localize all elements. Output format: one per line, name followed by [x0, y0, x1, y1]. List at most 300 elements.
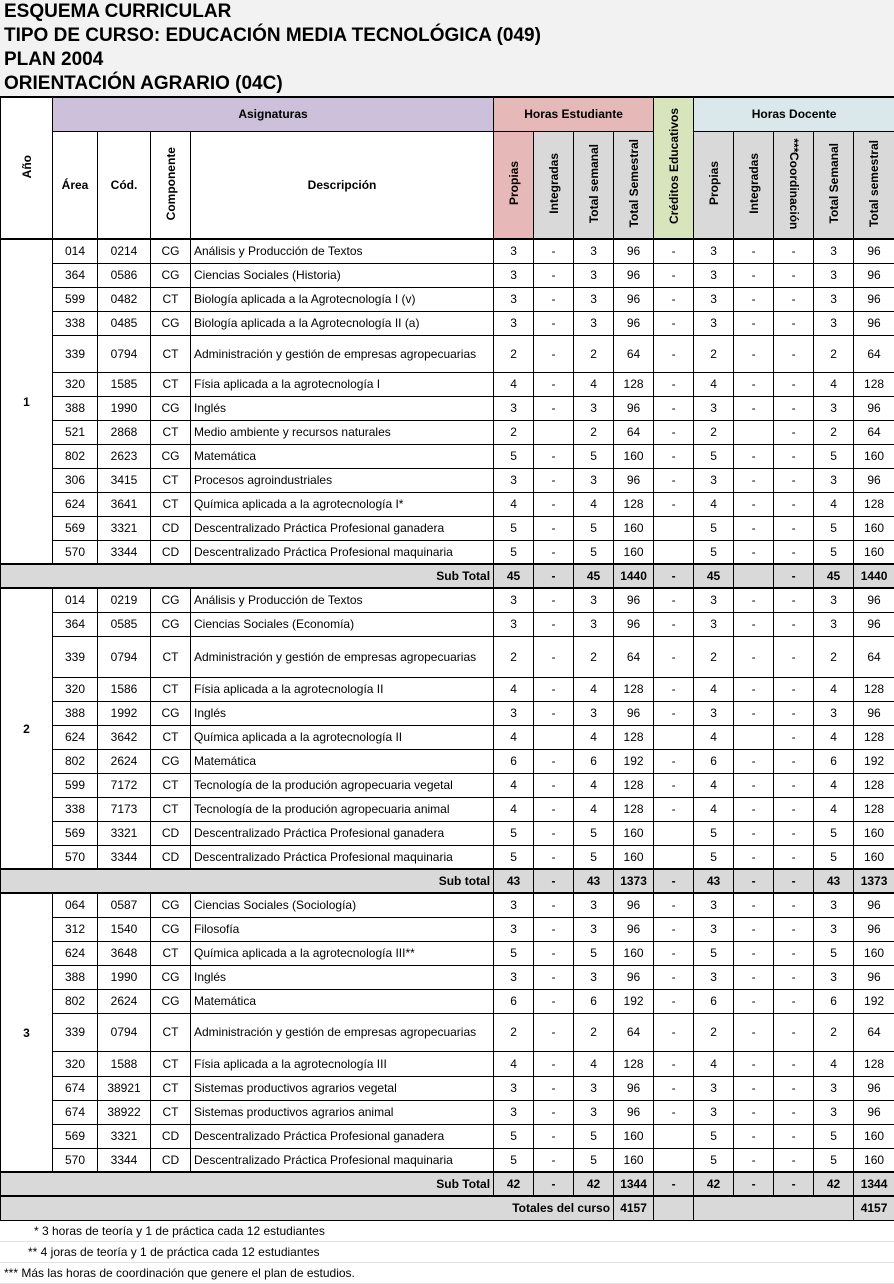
- semester-total-cell: 128: [614, 797, 654, 821]
- integrated-cell: -: [534, 516, 574, 540]
- own-cell: 3: [494, 287, 534, 311]
- table-row: [1, 516, 894, 540]
- plan-label: PLAN 2004: [0, 48, 894, 72]
- t-own-cell: 5: [694, 540, 734, 564]
- semester-total-cell: 160: [614, 1124, 654, 1148]
- t-integrated-cell: -: [734, 492, 774, 516]
- description-cell: Físia aplicada a la agrotecnología III: [191, 1051, 494, 1076]
- t-integrated-cell: -: [734, 287, 774, 311]
- footnote-3: *** Más las horas de coordinación que genere el plan de estudios.: [0, 1263, 894, 1284]
- integrated-cell: -: [534, 1013, 574, 1051]
- code-cell: 1990: [98, 396, 151, 420]
- t-integrated-cell: -: [734, 821, 774, 845]
- t-integrated-cell: -: [734, 239, 774, 263]
- credits-cell: -: [654, 917, 694, 941]
- t-own-cell: 3: [694, 239, 734, 263]
- code-cell: 3344: [98, 1148, 151, 1172]
- credits-cell: -: [654, 420, 694, 444]
- code-cell: 2624: [98, 749, 151, 773]
- footnote-2: ** 4 joras de teoría y 1 de práctica cada 12 estudiantes: [0, 1242, 894, 1263]
- t-coordination-cell: -: [774, 396, 814, 420]
- component-cell: CG: [151, 917, 191, 941]
- weekly-total-cell: 3: [574, 612, 614, 636]
- own-cell: 2: [494, 335, 534, 372]
- orientation-label: ORIENTACIÓN AGRARIO (04C): [0, 72, 894, 96]
- t-weekly-total-subtotal: 45: [814, 564, 854, 588]
- t-own-cell: 3: [694, 287, 734, 311]
- t-semester-total-cell: 64: [854, 1013, 894, 1051]
- area-cell: 802: [53, 749, 98, 773]
- description-cell: Descentralizado Práctica Profesional ganadera: [191, 821, 494, 845]
- integrated-cell: [534, 420, 574, 444]
- table-row: [1, 239, 894, 263]
- credits-subtotal: -: [654, 1172, 694, 1196]
- t-own-subtotal: 45: [694, 564, 734, 588]
- t-integrated-cell: -: [734, 893, 774, 917]
- area-cell: 320: [53, 677, 98, 701]
- description-cell: Ciencias Sociales (Sociología): [191, 893, 494, 917]
- table-row: [1, 821, 894, 845]
- t-weekly-total-cell: 5: [814, 845, 854, 869]
- student-hours-header: Horas Estudiante: [494, 97, 654, 131]
- t-own-cell: 2: [694, 1013, 734, 1051]
- credits-cell: -: [654, 239, 694, 263]
- t-semester-total-cell: 192: [854, 749, 894, 773]
- own-cell: 3: [494, 612, 534, 636]
- t-coordination-cell: -: [774, 588, 814, 612]
- t-coordination-cell: -: [774, 540, 814, 564]
- semester-total-cell: 160: [614, 821, 654, 845]
- t-weekly-total-cell: 4: [814, 797, 854, 821]
- t-semester-total-cell: 128: [854, 372, 894, 396]
- area-cell: 388: [53, 396, 98, 420]
- weekly-total-cell: 3: [574, 893, 614, 917]
- t-own-cell: 3: [694, 917, 734, 941]
- t-semester-total-cell: 96: [854, 701, 894, 725]
- weekly-total-cell: 5: [574, 941, 614, 965]
- t-semester-total-cell: 96: [854, 917, 894, 941]
- area-cell: 674: [53, 1100, 98, 1124]
- semester-total-cell: 64: [614, 1013, 654, 1051]
- t-weekly-total-subtotal: 43: [814, 869, 854, 893]
- t-coordination-cell: -: [774, 1051, 814, 1076]
- own-cell: 5: [494, 1124, 534, 1148]
- integrated-cell: -: [534, 263, 574, 287]
- t-semester-total-cell: 128: [854, 677, 894, 701]
- semester-total-cell: 96: [614, 263, 654, 287]
- t-own-cell: 3: [694, 965, 734, 989]
- description-cell: Descentralizado Práctica Profesional maquinaria: [191, 1148, 494, 1172]
- component-cell: CT: [151, 420, 191, 444]
- t-integrated-cell: -: [734, 396, 774, 420]
- integrated-cell: -: [534, 845, 574, 869]
- component-cell: CD: [151, 821, 191, 845]
- component-cell: CT: [151, 372, 191, 396]
- own-cell: 3: [494, 917, 534, 941]
- credits-cell: [654, 1148, 694, 1172]
- credits-total-blank: [654, 1196, 694, 1220]
- t-coordination-cell: -: [774, 725, 814, 749]
- description-cell: Ciencias Sociales (Economía): [191, 612, 494, 636]
- weekly-total-cell: 5: [574, 1148, 614, 1172]
- own-cell: 3: [494, 588, 534, 612]
- t-own-cell: 3: [694, 1100, 734, 1124]
- weekly-total-cell: 4: [574, 797, 614, 821]
- own-cell: 4: [494, 773, 534, 797]
- t-integrated-cell: -: [734, 797, 774, 821]
- own-cell: 3: [494, 311, 534, 335]
- weekly-total-cell: 2: [574, 636, 614, 677]
- credits-cell: [654, 516, 694, 540]
- credits-cell: -: [654, 1100, 694, 1124]
- integrated-cell: -: [534, 396, 574, 420]
- t-coordination-cell: -: [774, 263, 814, 287]
- t-integrated-cell: -: [734, 677, 774, 701]
- t-coordination-cell: -: [774, 749, 814, 773]
- semester-total-cell: 96: [614, 917, 654, 941]
- t-semester-total-cell: 64: [854, 636, 894, 677]
- t-integrated-cell: -: [734, 1148, 774, 1172]
- area-cell: 388: [53, 965, 98, 989]
- own-cell: 5: [494, 516, 534, 540]
- t-integrated-subtotal: -: [734, 869, 774, 893]
- integrated-cell: -: [534, 588, 574, 612]
- semester-total-cell: 64: [614, 636, 654, 677]
- integrated-cell: -: [534, 677, 574, 701]
- t-integrated-cell: -: [734, 516, 774, 540]
- integrated-cell: -: [534, 965, 574, 989]
- description-cell: Química aplicada a la agrotecnología I*: [191, 492, 494, 516]
- table-row: [1, 263, 894, 287]
- code-cell: 0485: [98, 311, 151, 335]
- integrated-cell: -: [534, 1076, 574, 1100]
- area-cell: 064: [53, 893, 98, 917]
- code-cell: 3642: [98, 725, 151, 749]
- semester-total-cell: 96: [614, 701, 654, 725]
- credits-cell: -: [654, 1013, 694, 1051]
- teacher-total-gap: [694, 1196, 854, 1220]
- t-semester-total-cell: 96: [854, 612, 894, 636]
- code-header: Cód.: [98, 131, 151, 239]
- t-integrated-cell: -: [734, 335, 774, 372]
- own-cell: 4: [494, 725, 534, 749]
- semester-total-cell: 96: [614, 1076, 654, 1100]
- semester-total-cell: 160: [614, 845, 654, 869]
- teacher-own-header: Propias: [694, 131, 734, 239]
- component-cell: CD: [151, 540, 191, 564]
- weekly-total-subtotal: 45: [574, 564, 614, 588]
- integrated-cell: -: [534, 821, 574, 845]
- code-cell: 1990: [98, 965, 151, 989]
- description-cell: Inglés: [191, 701, 494, 725]
- semester-total-cell: 96: [614, 239, 654, 263]
- area-cell: 364: [53, 263, 98, 287]
- table-row: [1, 677, 894, 701]
- credits-cell: -: [654, 468, 694, 492]
- table-row: [1, 725, 894, 749]
- footnote-1: * 3 horas de teoría y 1 de práctica cada 12 estudiantes: [0, 1221, 894, 1242]
- integrated-subtotal: -: [534, 564, 574, 588]
- own-subtotal: 42: [494, 1172, 534, 1196]
- component-cell: CG: [151, 263, 191, 287]
- area-cell: 320: [53, 1051, 98, 1076]
- t-weekly-total-subtotal: 42: [814, 1172, 854, 1196]
- t-weekly-total-cell: 5: [814, 821, 854, 845]
- subtotal-label: Sub total: [1, 869, 494, 893]
- t-own-cell: 3: [694, 612, 734, 636]
- own-cell: 4: [494, 797, 534, 821]
- table-row: [1, 845, 894, 869]
- t-own-cell: 5: [694, 1124, 734, 1148]
- own-cell: 4: [494, 677, 534, 701]
- t-coordination-cell: -: [774, 444, 814, 468]
- area-cell: 599: [53, 287, 98, 311]
- description-cell: Tecnología de la produción agropecuaria animal: [191, 797, 494, 821]
- t-weekly-total-cell: 3: [814, 287, 854, 311]
- weekly-total-cell: 4: [574, 677, 614, 701]
- semester-total-cell: 96: [614, 893, 654, 917]
- t-integrated-cell: -: [734, 1076, 774, 1100]
- code-cell: 1585: [98, 372, 151, 396]
- t-coordination-cell: -: [774, 492, 814, 516]
- table-row: [1, 989, 894, 1013]
- area-cell: 338: [53, 797, 98, 821]
- integrated-cell: -: [534, 1051, 574, 1076]
- credits-cell: -: [654, 1051, 694, 1076]
- totals-label: Totales del curso: [1, 1196, 614, 1220]
- t-integrated-cell: -: [734, 636, 774, 677]
- table-row: [1, 917, 894, 941]
- code-cell: 3321: [98, 1124, 151, 1148]
- component-cell: CT: [151, 941, 191, 965]
- t-integrated-cell: -: [734, 263, 774, 287]
- description-cell: Biología aplicada a la Agrotecnología I (v): [191, 287, 494, 311]
- code-cell: 2868: [98, 420, 151, 444]
- year-header: Año: [1, 97, 53, 239]
- component-cell: CG: [151, 749, 191, 773]
- semester-total-cell: 96: [614, 612, 654, 636]
- student-total-value: 4157: [614, 1196, 654, 1220]
- table-row: [1, 701, 894, 725]
- t-coordination-cell: -: [774, 239, 814, 263]
- integrated-cell: -: [534, 612, 574, 636]
- own-cell: 6: [494, 989, 534, 1013]
- subtotal-row: [1, 564, 894, 588]
- description-cell: Físia aplicada a la agrotecnología I: [191, 372, 494, 396]
- area-cell: 320: [53, 372, 98, 396]
- table-row: [1, 893, 894, 917]
- component-cell: CG: [151, 612, 191, 636]
- t-coordination-subtotal: -: [774, 869, 814, 893]
- description-cell: Descentralizado Práctica Profesional ganadera: [191, 516, 494, 540]
- semester-total-cell: 192: [614, 749, 654, 773]
- weekly-total-cell: 6: [574, 989, 614, 1013]
- code-cell: 1540: [98, 917, 151, 941]
- subjects-header: Asignaturas: [53, 97, 494, 131]
- table-row: [1, 335, 894, 372]
- t-coordination-cell: -: [774, 516, 814, 540]
- t-coordination-cell: -: [774, 1013, 814, 1051]
- credits-cell: -: [654, 701, 694, 725]
- area-cell: 339: [53, 636, 98, 677]
- description-cell: Físia aplicada a la agrotecnología II: [191, 677, 494, 701]
- credits-cell: -: [654, 893, 694, 917]
- code-cell: 3641: [98, 492, 151, 516]
- t-semester-total-cell: 96: [854, 965, 894, 989]
- description-cell: Inglés: [191, 965, 494, 989]
- t-integrated-cell: -: [734, 540, 774, 564]
- description-cell: Tecnología de la produción agropecuaria vegetal: [191, 773, 494, 797]
- own-cell: 5: [494, 540, 534, 564]
- credits-cell: -: [654, 396, 694, 420]
- semester-total-header: Total Semestral: [614, 131, 654, 239]
- credits-cell: [654, 1124, 694, 1148]
- t-semester-total-cell: 160: [854, 444, 894, 468]
- credits-cell: -: [654, 797, 694, 821]
- teacher-weekly-total-header: Total Semanal: [814, 131, 854, 239]
- weekly-total-cell: 5: [574, 821, 614, 845]
- t-integrated-cell: -: [734, 965, 774, 989]
- integrated-cell: -: [534, 1148, 574, 1172]
- t-own-cell: 6: [694, 989, 734, 1013]
- table-row: [1, 749, 894, 773]
- integrated-cell: -: [534, 797, 574, 821]
- own-cell: 3: [494, 701, 534, 725]
- t-coordination-cell: -: [774, 287, 814, 311]
- t-weekly-total-cell: 4: [814, 492, 854, 516]
- teacher-total-value: 4157: [854, 1196, 894, 1220]
- own-cell: 3: [494, 893, 534, 917]
- weekly-total-cell: 3: [574, 239, 614, 263]
- semester-total-cell: 128: [614, 677, 654, 701]
- document-title: ESQUEMA CURRICULAR: [0, 0, 894, 24]
- semester-total-cell: 128: [614, 492, 654, 516]
- credits-cell: -: [654, 335, 694, 372]
- component-cell: CG: [151, 965, 191, 989]
- semester-total-cell: 160: [614, 1148, 654, 1172]
- t-semester-total-cell: 128: [854, 797, 894, 821]
- t-coordination-cell: -: [774, 845, 814, 869]
- integrated-cell: -: [534, 989, 574, 1013]
- year-cell: 2: [1, 588, 53, 869]
- table-row: [1, 372, 894, 396]
- t-weekly-total-cell: 4: [814, 773, 854, 797]
- component-cell: CT: [151, 1013, 191, 1051]
- own-subtotal: 45: [494, 564, 534, 588]
- t-coordination-cell: -: [774, 468, 814, 492]
- code-cell: 2624: [98, 989, 151, 1013]
- t-own-cell: 3: [694, 701, 734, 725]
- t-own-cell: 5: [694, 1148, 734, 1172]
- table-row: [1, 1013, 894, 1051]
- weekly-total-cell: 2: [574, 1013, 614, 1051]
- integrated-cell: -: [534, 941, 574, 965]
- own-cell: 5: [494, 821, 534, 845]
- description-cell: Química aplicada a la agrotecnología III**: [191, 941, 494, 965]
- credits-header: Créditos Educativos: [654, 97, 694, 239]
- t-semester-total-cell: 160: [854, 845, 894, 869]
- code-cell: 7172: [98, 773, 151, 797]
- t-semester-total-cell: 160: [854, 516, 894, 540]
- t-coordination-cell: -: [774, 1124, 814, 1148]
- component-cell: CT: [151, 773, 191, 797]
- credits-cell: [654, 725, 694, 749]
- t-own-subtotal: 43: [694, 869, 734, 893]
- t-weekly-total-cell: 4: [814, 372, 854, 396]
- description-cell: Matemática: [191, 444, 494, 468]
- credits-cell: [654, 821, 694, 845]
- t-integrated-cell: -: [734, 372, 774, 396]
- t-integrated-cell: -: [734, 989, 774, 1013]
- t-weekly-total-cell: 3: [814, 612, 854, 636]
- t-weekly-total-cell: 3: [814, 701, 854, 725]
- t-integrated-cell: -: [734, 917, 774, 941]
- t-coordination-cell: -: [774, 636, 814, 677]
- t-semester-total-cell: 160: [854, 1124, 894, 1148]
- t-semester-total-cell: 192: [854, 989, 894, 1013]
- component-cell: CG: [151, 396, 191, 420]
- code-cell: 0586: [98, 263, 151, 287]
- description-cell: Inglés: [191, 396, 494, 420]
- component-cell: CT: [151, 636, 191, 677]
- weekly-total-cell: 3: [574, 917, 614, 941]
- semester-total-subtotal: 1440: [614, 564, 654, 588]
- t-weekly-total-cell: 2: [814, 636, 854, 677]
- table-row: [1, 492, 894, 516]
- weekly-total-cell: 3: [574, 965, 614, 989]
- integrated-cell: -: [534, 701, 574, 725]
- t-integrated-subtotal: -: [734, 1172, 774, 1196]
- t-coordination-cell: -: [774, 612, 814, 636]
- t-own-cell: 4: [694, 372, 734, 396]
- t-semester-total-subtotal: 1344: [854, 1172, 894, 1196]
- t-weekly-total-cell: 3: [814, 917, 854, 941]
- t-coordination-subtotal: -: [774, 564, 814, 588]
- credits-cell: -: [654, 311, 694, 335]
- t-own-cell: 2: [694, 636, 734, 677]
- integrated-cell: -: [534, 468, 574, 492]
- t-semester-total-cell: 96: [854, 239, 894, 263]
- code-cell: 1588: [98, 1051, 151, 1076]
- code-cell: 0214: [98, 239, 151, 263]
- curriculum-table: [0, 96, 894, 1221]
- table-row: [1, 1076, 894, 1100]
- t-coordination-cell: -: [774, 797, 814, 821]
- table-row: [1, 396, 894, 420]
- weekly-total-cell: 4: [574, 725, 614, 749]
- code-cell: 2623: [98, 444, 151, 468]
- t-integrated-cell: -: [734, 1100, 774, 1124]
- table-row: [1, 797, 894, 821]
- t-semester-total-cell: 128: [854, 1051, 894, 1076]
- t-semester-total-cell: 160: [854, 821, 894, 845]
- t-own-cell: 3: [694, 468, 734, 492]
- weekly-total-cell: 5: [574, 540, 614, 564]
- description-cell: Medio ambiente y recursos naturales: [191, 420, 494, 444]
- t-own-cell: 3: [694, 396, 734, 420]
- code-cell: 1992: [98, 701, 151, 725]
- t-own-cell: 5: [694, 845, 734, 869]
- component-cell: CT: [151, 1076, 191, 1100]
- description-header: Descripción: [191, 131, 494, 239]
- description-cell: Administración y gestión de empresas agropecuarias: [191, 1013, 494, 1051]
- description-cell: Descentralizado Práctica Profesional maquinaria: [191, 540, 494, 564]
- t-weekly-total-cell: 6: [814, 989, 854, 1013]
- t-semester-total-cell: 96: [854, 287, 894, 311]
- own-cell: 5: [494, 845, 534, 869]
- code-cell: 3344: [98, 845, 151, 869]
- table-row: [1, 287, 894, 311]
